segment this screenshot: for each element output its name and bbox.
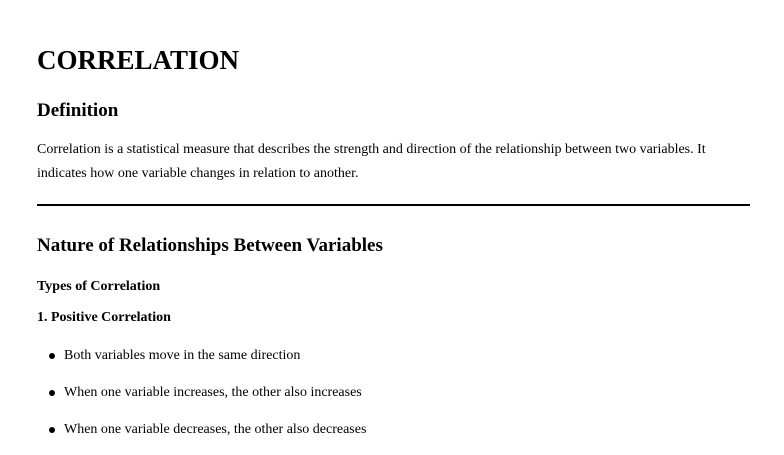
definition-heading: Definition (37, 100, 119, 121)
types-heading: Types of Correlation (37, 279, 161, 294)
list-item (37, 344, 366, 381)
nature-heading: Nature of Relationships Between Variables (37, 235, 383, 256)
bullet-icon (49, 353, 55, 359)
bullet-icon (49, 427, 55, 433)
list-item-text: Both variables move in the same direction (64, 348, 301, 363)
list-item (37, 381, 366, 418)
page-title: CORRELATION (37, 45, 240, 75)
positive-correlation-list (37, 344, 366, 455)
list-item-text: When one variable increases, the other also increases (64, 385, 362, 400)
positive-correlation-heading: 1. Positive Correlation (37, 310, 171, 325)
definition-text: Correlation is a statistical measure that describes the strength and direction of the relationship between two variables. It indicates how one variable changes in relation to another. (37, 142, 706, 181)
list-item-text: When one variable decreases, the other also decreases (64, 422, 367, 437)
list-item (37, 418, 366, 455)
section-divider (37, 204, 750, 206)
bullet-icon (49, 390, 55, 396)
